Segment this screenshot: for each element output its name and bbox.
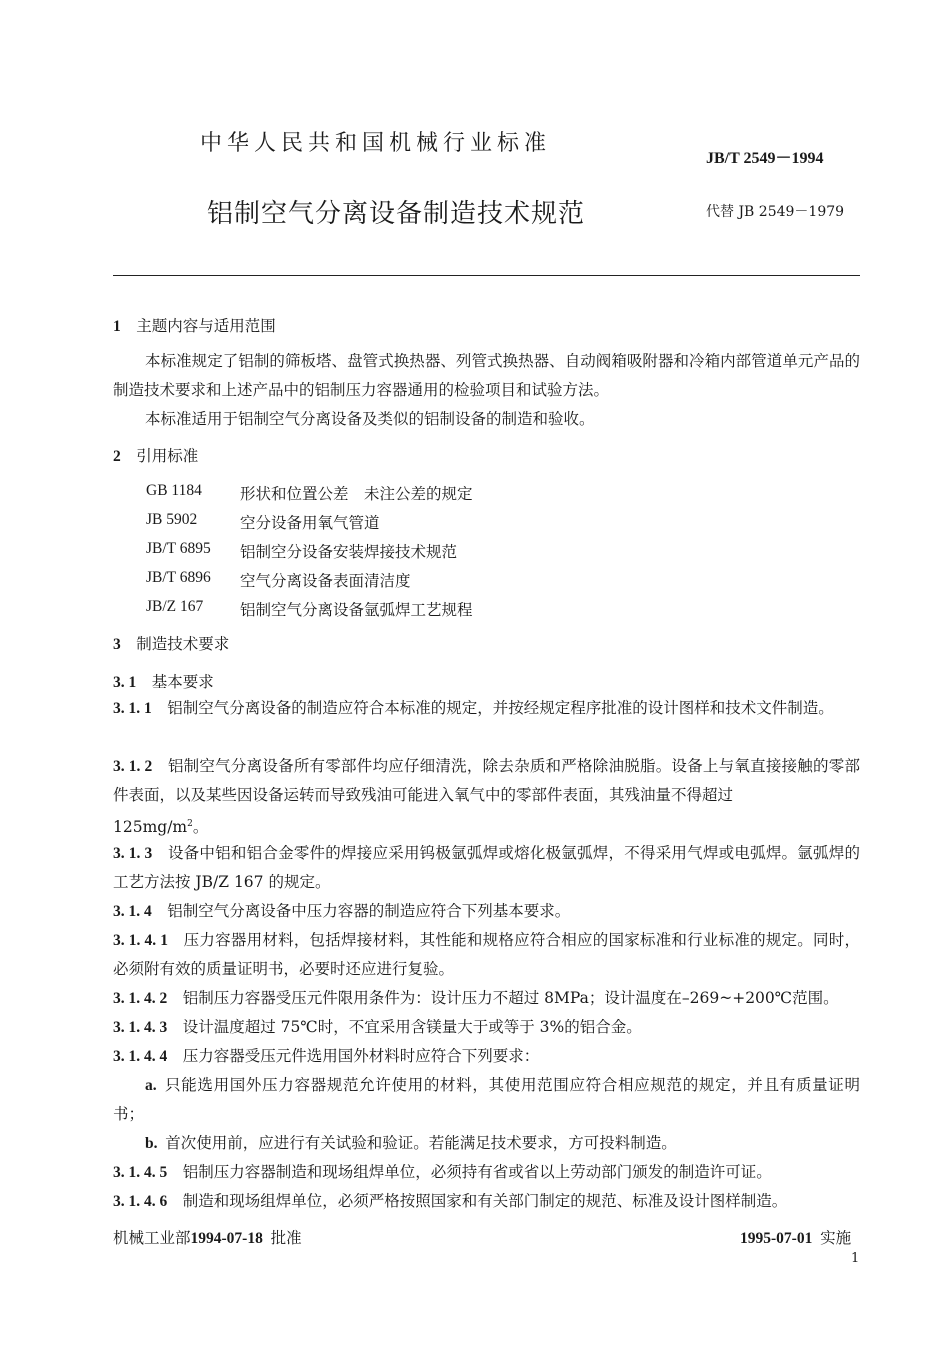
clause-3-1-4-1 bbox=[113, 926, 860, 984]
clause-3-1-4-6 bbox=[113, 1187, 860, 1216]
reference-title: 铝制空气分离设备氩弧焊工艺规程 bbox=[240, 601, 473, 619]
clause-text: 铝制压力容器受压元件限用条件为：设计压力不超过 8MPa；设计温度在–269~+200℃范围。 bbox=[182, 989, 839, 1007]
clause-number: 3. 1. 4. 2 bbox=[113, 990, 168, 1007]
document-title: 铝制空气分离设备制造技术规范 bbox=[207, 199, 586, 229]
clause-text: 铝制空气分离设备中压力容器的制造应符合下列基本要求。 bbox=[167, 902, 571, 920]
list-item-a bbox=[113, 1071, 860, 1129]
section-title: 制造技术要求 bbox=[136, 635, 230, 653]
list-text: 首次使用前，应进行有关试验和验证。若能满足技术要求，方可投料制造。 bbox=[165, 1134, 677, 1152]
superscript: 2 bbox=[187, 819, 193, 829]
clause-text: 压力容器用材料，包括焊接材料，其性能和规格应符合相应的国家标准和行业标准的规定。同时，必须附有效的质量证明书，必要时还应进行复验。 bbox=[113, 931, 860, 978]
clause-3-1-4-4 bbox=[113, 1042, 860, 1071]
clause-number: 3. 1. 4. 6 bbox=[113, 1193, 168, 1210]
list-item-b bbox=[113, 1129, 860, 1158]
standard-category-title: 中华人民共和国机械行业标准 bbox=[200, 131, 552, 156]
standard-code: JB/T 2549－1994 bbox=[706, 150, 824, 167]
clause-3-1-2 bbox=[113, 752, 860, 842]
clause-3-1-4-5 bbox=[113, 1158, 860, 1187]
section-title: 主题内容与适用范围 bbox=[136, 317, 276, 335]
replaces-standard: 代替 JB 2549－1979 bbox=[706, 204, 845, 220]
clause-text: 铝制压力容器制造和现场组焊单位，必须持有省或省以上劳动部门颁发的制造许可证。 bbox=[182, 1163, 772, 1181]
section-title: 引用标准 bbox=[136, 447, 199, 465]
paragraph-text: 本标准适用于铝制空气分离设备及类似的铝制设备的制造和验收。 bbox=[145, 410, 595, 428]
reference-title: 形状和位置公差 未注公差的规定 bbox=[240, 485, 473, 503]
reference-title: 空气分离设备表面清洁度 bbox=[240, 572, 411, 590]
clause-3-1-3 bbox=[113, 839, 860, 897]
clause-3-1-4-2 bbox=[113, 984, 860, 1013]
effective-label: 实施 bbox=[820, 1229, 852, 1247]
clause-number: 3. 1 bbox=[113, 674, 137, 691]
reference-title: 铝制空分设备安装焊接技术规范 bbox=[240, 543, 458, 561]
paragraph-text: 本标准规定了铝制的筛板塔、盘管式换热器、列管式换热器、自动阀箱吸附器和冷箱内部管道单元产品的制造技术要求和上述产品中的铝制压力容器通用的检验项目和试验方法。 bbox=[113, 352, 860, 399]
approval-date: 1994-07-18 bbox=[190, 1230, 263, 1247]
clause-text: 设计温度超过 75℃时，不宜采用含镁量大于或等于 3%的铝合金。 bbox=[182, 1018, 642, 1036]
reference-code: JB/Z 167 bbox=[146, 598, 204, 615]
clause-text: 制造和现场组焊单位，必须严格按照国家和有关部门制定的规范、标准及设计图样制造。 bbox=[182, 1192, 788, 1210]
clause-number: 3. 1. 1 bbox=[113, 700, 152, 717]
section-number: 2 bbox=[113, 448, 121, 465]
approval-line bbox=[113, 1226, 302, 1248]
clause-3-1-4-3 bbox=[113, 1013, 860, 1042]
clause-number: 3. 1. 3 bbox=[113, 845, 153, 862]
reference-code: JB/T 6896 bbox=[146, 569, 211, 586]
clause-3-1-4 bbox=[113, 897, 860, 926]
list-text: 只能选用国外压力容器规范允许使用的材料，其使用范围应符合相应规范的规定，并且有质量证明书； bbox=[113, 1076, 860, 1123]
effective-line bbox=[740, 1226, 851, 1248]
clause-title: 基本要求 bbox=[151, 673, 214, 691]
clause-number: 3. 1. 4. 3 bbox=[113, 1019, 168, 1036]
clause-number: 3. 1. 4. 5 bbox=[113, 1164, 168, 1181]
list-label: a. bbox=[145, 1077, 157, 1094]
clause-text: 设备中铝和铝合金零件的焊接应采用钨极氩弧焊或熔化极氩弧焊，不得采用气焊或电弧焊。氩弧焊的工艺方法按 JB/Z 167 的规定。 bbox=[113, 844, 860, 891]
clause-number: 3. 1. 4. 4 bbox=[113, 1048, 168, 1065]
clause-value: 125mg/m bbox=[113, 818, 188, 837]
approver: 机械工业部 bbox=[113, 1229, 191, 1247]
section-1-paragraph-1 bbox=[113, 347, 860, 405]
section-2-heading bbox=[113, 444, 198, 466]
clause-3-1-heading bbox=[113, 670, 214, 692]
clause-text: 铝制空气分离设备所有零部件均应仔细清洗，除去杂质和严格除油脱脂。设备上与氧直接接触的零部件表面，以及某些因设备运转而导致残油可能进入氧气中的零部件表面，其残油量不得超过 bbox=[113, 757, 860, 804]
effective-date: 1995-07-01 bbox=[740, 1230, 813, 1247]
approval-label: 批准 bbox=[270, 1229, 302, 1247]
clause-text: 压力容器受压元件选用国外材料时应符合下列要求： bbox=[182, 1047, 540, 1065]
section-number: 3 bbox=[113, 636, 121, 653]
clause-number: 3. 1. 2 bbox=[113, 758, 153, 775]
reference-code: GB 1184 bbox=[146, 482, 202, 499]
header-divider bbox=[113, 275, 860, 276]
reference-title: 空分设备用氧气管道 bbox=[240, 514, 380, 532]
section-1-paragraph-2 bbox=[113, 405, 860, 434]
page-number: 1 bbox=[851, 1251, 860, 1266]
list-label: b. bbox=[145, 1135, 158, 1152]
section-3-heading bbox=[113, 632, 229, 654]
clause-3-1-1 bbox=[113, 694, 860, 723]
reference-code: JB/T 6895 bbox=[146, 540, 211, 557]
clause-text: 铝制空气分离设备的制造应符合本标准的规定，并按经规定程序批准的设计图样和技术文件制造。 bbox=[167, 699, 834, 717]
section-number: 1 bbox=[113, 318, 121, 335]
punctuation: 。 bbox=[192, 818, 209, 837]
section-1-heading bbox=[113, 314, 276, 336]
clause-number: 3. 1. 4 bbox=[113, 903, 152, 920]
reference-code: JB 5902 bbox=[146, 511, 198, 528]
clause-number: 3. 1. 4. 1 bbox=[113, 932, 168, 949]
